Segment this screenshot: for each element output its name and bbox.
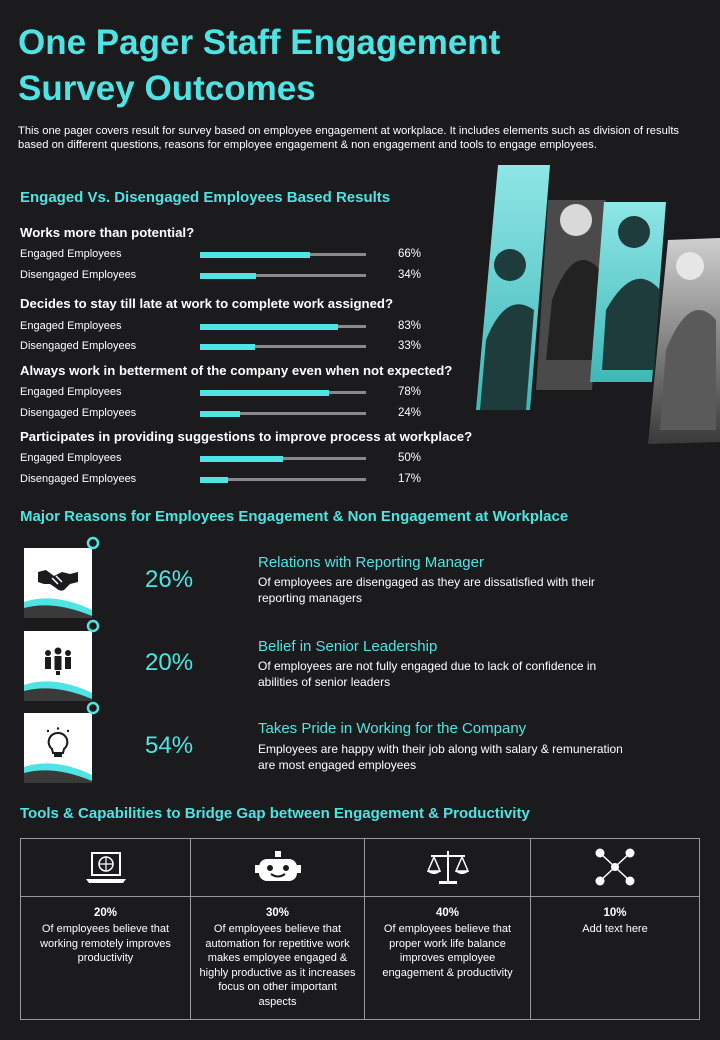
bar-label: Engaged Employees (20, 320, 122, 332)
page-title: One Pager Staff Engagement Survey Outcomes (18, 23, 501, 108)
engaged-bar-row (20, 245, 440, 265)
tool-percent: 30% (265, 907, 290, 919)
section-heading-reasons: Major Reasons for Employees Engagement & Non Engagement at Workplace (20, 508, 569, 525)
reason-description: Of employees are disengaged as they are dissatisfied with their reporting managers (258, 575, 595, 605)
tool-description: Of employees believe that working remotely improves productivity (40, 923, 171, 964)
bar-fill (200, 477, 228, 483)
bar-track (200, 325, 366, 328)
tool-description: Of employees believe that proper work life balance improves employee engagement & productivity (382, 923, 513, 979)
bar-fill (200, 390, 329, 396)
bar-track (200, 274, 366, 277)
question-text: Works more than potential? (20, 225, 195, 240)
bar-percent: 33% (398, 340, 422, 352)
tool-percent: 40% (435, 907, 460, 919)
disengaged-bar-row (20, 337, 440, 357)
paperclip-icon (86, 701, 100, 715)
bar-track (200, 253, 366, 256)
bar-label: Engaged Employees (20, 452, 122, 464)
bar-percent: 50% (398, 452, 422, 464)
disengaged-bar-row (20, 470, 440, 490)
bar-label: Engaged Employees (20, 248, 122, 260)
reason-percent: 54% (145, 732, 194, 759)
tool-column-1 (21, 839, 190, 1019)
tool-column-4 (531, 839, 699, 1019)
bar-track (200, 478, 366, 481)
card-wave (24, 588, 92, 618)
tool-percent: 20% (93, 907, 118, 919)
bar-fill (200, 252, 310, 258)
reason-title: Takes Pride in Working for the Company (258, 720, 527, 737)
engaged-bar-row (20, 383, 440, 403)
bar-fill (200, 273, 256, 279)
bar-fill (200, 411, 240, 417)
engaged-bar-row (20, 317, 440, 337)
paperclip-icon (86, 619, 100, 633)
bar-fill (200, 456, 283, 462)
bar-fill (200, 324, 338, 330)
bar-fill (200, 344, 255, 350)
bar-label: Disengaged Employees (20, 340, 137, 352)
question-text: Participates in providing suggestions to improve process at workplace? (20, 429, 473, 444)
bar-label: Disengaged Employees (20, 269, 137, 281)
bar-label: Engaged Employees (20, 386, 122, 398)
bar-percent: 78% (398, 386, 422, 398)
bar-label: Disengaged Employees (20, 473, 137, 485)
reason-percent: 20% (145, 649, 194, 676)
question-text: Decides to stay till late at work to complete work assigned? (20, 296, 394, 311)
card-wave (24, 671, 92, 701)
bar-label: Disengaged Employees (20, 407, 137, 419)
reason-card (24, 631, 92, 701)
section-heading-results: Engaged Vs. Disengaged Employees Based Results (20, 189, 391, 206)
intro-paragraph: This one pager covers result for survey based on employee engagement at workplace. It includes elements such as division of results based on different questions, reasons for employee engagement & non engagement and tools to engage employees. (18, 125, 680, 151)
network-people-icon (592, 847, 638, 887)
tool-column-3 (365, 839, 530, 1019)
team-photo-collage (476, 160, 720, 450)
balance-scale-icon (425, 847, 471, 887)
tool-percent: 10% (603, 907, 627, 919)
bar-percent: 66% (398, 248, 422, 260)
disengaged-bar-row (20, 404, 440, 424)
tools-table (20, 838, 700, 1020)
card-wave (24, 753, 92, 783)
engaged-bar-row (20, 449, 440, 469)
reason-title: Belief in Senior Leadership (258, 638, 438, 655)
bar-percent: 24% (398, 407, 422, 419)
paperclip-icon (86, 536, 100, 550)
bar-track (200, 457, 366, 460)
bar-track (200, 391, 366, 394)
tool-description: Of employees believe that automation for repetitive work makes employee engaged & highly productive as it increases focus on other important aspects (199, 923, 356, 1008)
bar-track (200, 412, 366, 415)
question-text: Always work in betterment of the company even when not expected? (20, 363, 453, 378)
bar-track (200, 345, 366, 348)
reason-description: Employees are happy with their job along with salary & remuneration are most engaged employees (258, 742, 623, 772)
reason-percent: 26% (145, 566, 194, 593)
bar-percent: 17% (398, 473, 422, 485)
laptop-globe-icon (83, 847, 129, 887)
reason-card (24, 713, 92, 783)
bar-percent: 34% (398, 269, 422, 281)
reason-title: Relations with Reporting Manager (258, 554, 484, 571)
section-heading-tools: Tools & Capabilities to Bridge Gap between Engagement & Productivity (20, 805, 530, 822)
tool-column-2 (191, 839, 364, 1019)
reason-card (24, 548, 92, 618)
robot-icon (255, 847, 301, 887)
reason-description: Of employees are not fully engaged due to lack of confidence in abilities of senior leaders (258, 659, 597, 689)
disengaged-bar-row (20, 266, 440, 286)
bar-percent: 83% (398, 320, 422, 332)
tool-description: Add text here (582, 923, 648, 935)
